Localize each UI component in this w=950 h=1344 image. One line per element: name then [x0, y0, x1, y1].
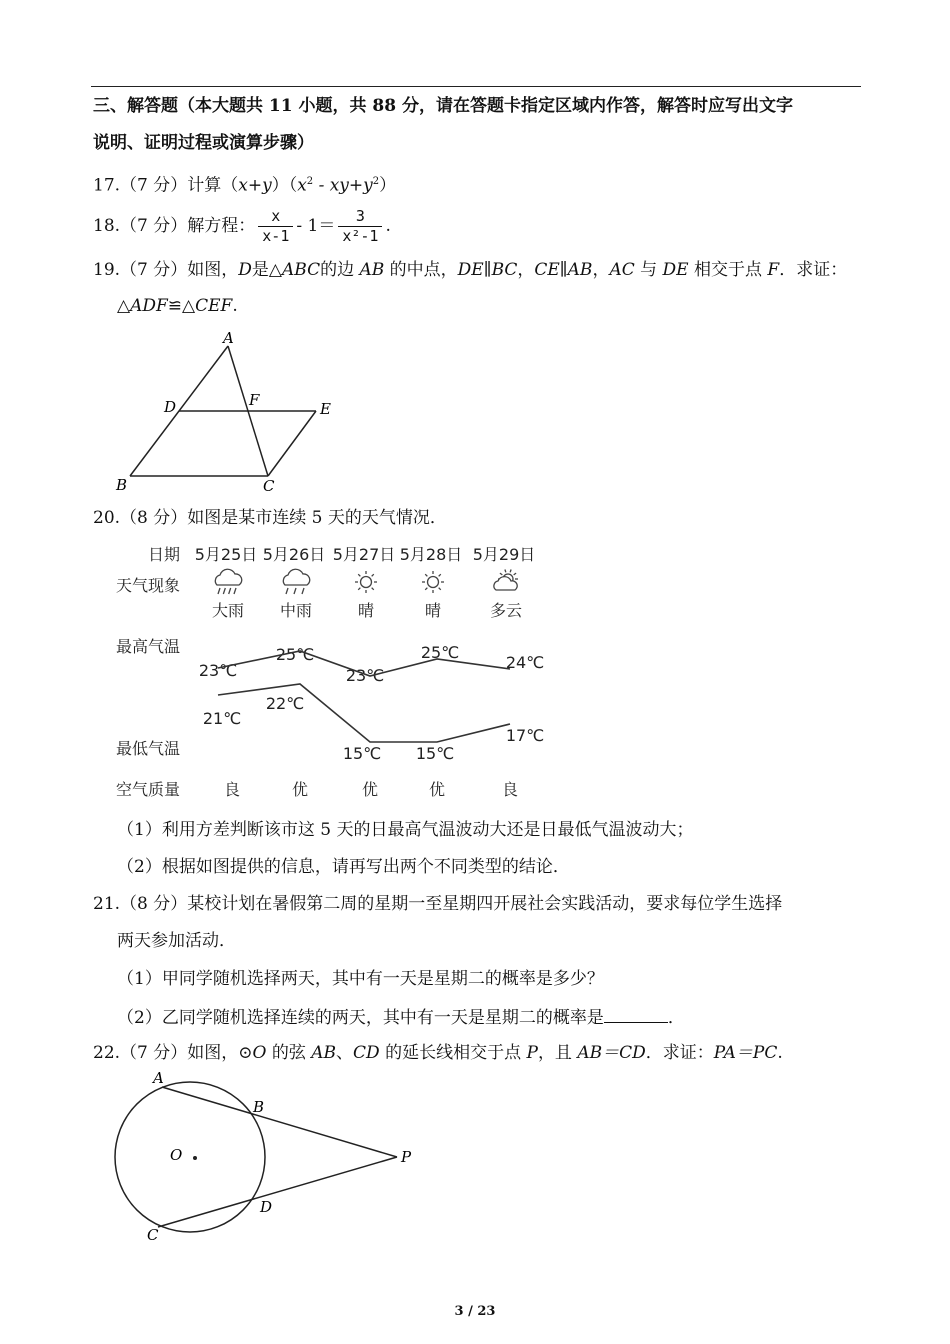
weather-label: 晴	[424, 601, 442, 620]
fraction-2: $\frac{3}{\text{x²-1}}$	[338, 207, 382, 246]
fraction-1: $\frac{x}{x-1}$	[258, 207, 293, 246]
question-21-part1: （1）甲同学随机选择两天，其中有一天是星期二的概率是多少？	[117, 969, 604, 989]
date-label: 5月26日	[262, 545, 326, 564]
date-label: 5月29日	[472, 545, 536, 564]
segment-AP	[162, 1087, 397, 1157]
label-P: P	[401, 1148, 412, 1166]
air-quality-label: 良	[501, 780, 519, 799]
label-A: A	[223, 329, 234, 347]
row-label-weather: 天气现象	[116, 576, 181, 595]
date-label: 5月27日	[332, 545, 396, 564]
cloudy-icon	[494, 569, 518, 590]
row-label-high: 最高气温	[116, 637, 181, 656]
question-18: 18.（7 分）解方程： $\frac{x}{x-1}$ - 1＝ $\frac{3}{\text{x²-1}}$ .	[93, 206, 391, 245]
question-20-part2: （2）根据如图提供的信息，请再写出两个不同类型的结论．	[117, 857, 570, 877]
segment-CE	[268, 411, 316, 476]
low-temp-line	[218, 684, 510, 742]
heavy-rain-icon	[215, 569, 241, 594]
label-B: B	[253, 1098, 265, 1116]
label-C: C	[263, 477, 275, 495]
sunny-icon	[422, 571, 444, 593]
air-quality-label: 优	[428, 780, 446, 799]
low-temp-label: 15℃	[415, 744, 455, 763]
question-21-line1: 21.（8 分）某校计划在暑假第二周的星期一至星期四开展社会实践活动，要求每位学生选择	[93, 894, 783, 914]
label-A: A	[153, 1070, 164, 1087]
label-B: B	[116, 476, 128, 494]
question-20: 20.（8 分）如图是某市连续 5 天的天气情况．	[93, 508, 447, 528]
low-temp-label: 22℃	[265, 694, 305, 713]
air-quality-label: 优	[361, 780, 379, 799]
row-label-air: 空气质量	[116, 780, 181, 799]
sunny-icon	[355, 571, 377, 593]
question-19-line2: △ADF≌△CEF.	[117, 296, 238, 316]
answer-blank[interactable]	[604, 1004, 668, 1023]
top-rule	[91, 86, 861, 87]
circle-O	[115, 1082, 265, 1232]
question-22: 22.（7 分）如图，⊙O 的弦 AB、CD 的延长线相交于点 P，且 AB＝CD．求证：PA＝PC.	[93, 1043, 783, 1063]
segment-CP	[158, 1157, 397, 1227]
high-temp-label: 23℃	[198, 661, 238, 680]
triangle-figure	[108, 328, 348, 498]
air-quality-label: 优	[291, 780, 309, 799]
weather-label: 中雨	[279, 601, 313, 620]
weather-table	[110, 538, 570, 813]
question-21-line2: 两天参加活动．	[117, 931, 236, 951]
label-C: C	[147, 1226, 159, 1244]
high-temp-label: 25℃	[420, 643, 460, 662]
high-temp-label: 25℃	[275, 645, 315, 664]
low-temp-label: 15℃	[342, 744, 382, 763]
label-O: O	[170, 1146, 183, 1164]
low-temp-label: 21℃	[202, 709, 242, 728]
high-temp-label: 23℃	[345, 666, 385, 685]
question-20-part1: （1）利用方差判断该市这 5 天的日最高气温波动大还是日最低气温波动大；	[117, 820, 694, 840]
circle-figure	[100, 1070, 430, 1250]
question-19-line1: 19.（7 分）如图，D是△ABC的边 AB 的中点，DE∥BC，CE∥AB，AC 与 DE 相交于点 F．求证：	[93, 260, 848, 280]
question-17: 17.（7 分）计算$(x+y)(x^2 - xy+y^2)$	[93, 175, 397, 196]
label-E: E	[320, 400, 331, 418]
section-heading-line2: 说明、证明过程或演算步骤）	[93, 133, 314, 153]
date-label: 5月25日	[194, 545, 258, 564]
label-D: D	[260, 1198, 273, 1216]
weather-label: 多云	[489, 601, 523, 620]
label-F: F	[249, 391, 260, 409]
row-label-low: 最低气温	[116, 739, 181, 758]
moderate-rain-icon	[283, 569, 309, 594]
date-label: 5月28日	[399, 545, 463, 564]
section-heading-line1: 三、解答题（本大题共 11 小题，共 88 分，请在答题卡指定区域内作答，解答时应写出文字	[93, 96, 793, 116]
weather-label: 大雨	[211, 601, 245, 620]
page-number: 3 / 23	[454, 1304, 496, 1319]
row-label-date: 日期	[148, 545, 181, 564]
label-D: D	[164, 398, 177, 416]
center-point	[193, 1156, 197, 1160]
low-temp-label: 17℃	[505, 726, 545, 745]
air-quality-label: 良	[223, 780, 241, 799]
question-21-part2: （2）乙同学随机选择连续的两天，其中有一天是星期二的概率是 ．	[117, 1004, 685, 1030]
weather-label: 晴	[357, 601, 375, 620]
high-temp-label: 24℃	[505, 653, 545, 672]
